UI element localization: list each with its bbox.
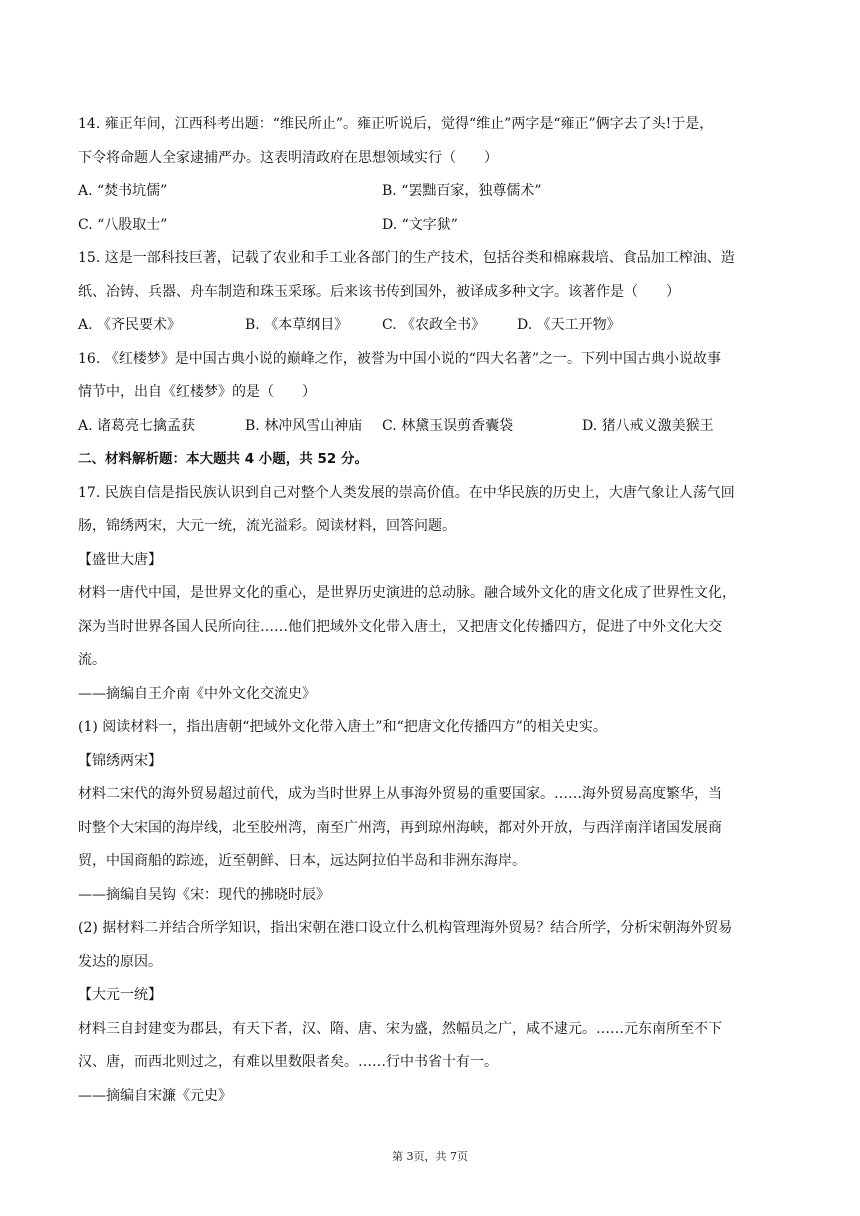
page-number-footer: 第 3页，共 7页	[392, 1150, 468, 1163]
question-16-option-b: B. 林冲风雪山神庙	[245, 417, 363, 434]
material-2-line-2: 时整个大宋国的海岸线，北至胶州湾，南至广州湾，再到琼州海峡，都对外开放，与西洋南洋诸国发展商	[78, 819, 722, 836]
section-heading: 二、材料解析题：本大题共 4 小题，共 52 分。	[78, 451, 368, 467]
question-15-option-b: B. 《本草纲目》	[245, 317, 349, 333]
question-16-option-d: D. 猪八戒义激美猴王	[582, 417, 714, 434]
part-2-heading: 【锦绣两宋】	[78, 752, 162, 769]
page-content	[78, 108, 782, 1113]
sub-question-2-line-2: 发达的原因。	[78, 953, 162, 970]
question-14-options-row-1	[78, 175, 782, 209]
question-17	[78, 477, 782, 1114]
material-3-line-1: 材料三自封建变为郡县，有天下者，汉、隋、唐、宋为盛，然幅员之广，咸不逮元。……元东南所至不下	[78, 1020, 722, 1037]
question-16-option-a: A. 诸葛亮七擒孟获	[78, 417, 196, 434]
question-16	[78, 343, 782, 444]
material-1-line-2: 深为当时世界各国人民所向往……他们把域外文化带入唐土，又把唐文化传播四方，促进了中外文化大交	[78, 618, 722, 635]
question-15-options	[78, 309, 782, 343]
question-14-option-b: B. “罢黜百家，独尊儒术”	[382, 183, 542, 199]
sub-question-2-line-1: (2) 据材料二并结合所学知识，指出宋朝在港口设立什么机构管理海外贸易？结合所学，分析宋朝海外贸易	[78, 920, 733, 936]
question-16-option-c: C. 林黛玉误剪香囊袋	[382, 417, 514, 434]
question-15-line-1: 15. 这是一部科技巨著，记载了农业和手工业各部门的生产技术，包括谷类和棉麻栽培、食品加工榨油、造	[78, 250, 735, 266]
question-15-option-d: D. 《天工开物》	[517, 317, 621, 333]
question-17-intro-line-2: 肠，锦绣两宋，大元一统，流光溢彩。阅读材料，回答问题。	[78, 518, 456, 534]
part-1-heading: 【盛世大唐】	[78, 551, 162, 568]
question-14-line-2: 下令将命题人全家逮捕严办。这表明清政府在思想领域实行（ ）	[78, 149, 498, 166]
question-16-options	[78, 410, 782, 444]
part-3-heading: 【大元一统】	[78, 987, 162, 1003]
question-14-options-row-2	[78, 209, 782, 243]
question-16-line-1: 16. 《红楼梦》是中国古典小说的巅峰之作，被誉为中国小说的“四大名著”之一。下列中国古典小说故事	[78, 350, 722, 367]
material-3-line-2: 汉、唐，而西北则过之，有难以里数限者矣。……行中书省十有一。	[78, 1054, 498, 1070]
material-1-line-3: 流。	[78, 652, 106, 668]
question-15-option-c: C. 《农政全书》	[382, 317, 486, 333]
question-14-option-a: A. “焚书坑儒”	[78, 183, 168, 199]
material-1-source: ——摘编自王介南《中外文化交流史》	[78, 685, 316, 702]
question-17-intro-line-1: 17. 民族自信是指民族认识到自己对整个人类发展的崇高价值。在中华民族的历史上，大唐气象让人荡气回	[78, 484, 735, 501]
question-16-line-2: 情节中，出自《红楼梦》的是（ ）	[78, 384, 316, 400]
question-14	[78, 108, 782, 242]
sub-question-1: (1) 阅读材料一，指出唐朝“把域外文化带入唐土”和“把唐文化传播四方”的相关史实。	[78, 719, 607, 735]
material-2-line-1: 材料二宋代的海外贸易超过前代，成为当时世界上从事海外贸易的重要国家。……海外贸易高度繁华，当	[78, 786, 722, 802]
material-2-line-3: 贸，中国商船的踪迹，近至朝鲜、日本，远达阿拉伯半岛和非洲东海岸。	[78, 853, 526, 869]
question-15-line-2: 纸、冶铸、兵器、舟车制造和珠玉采琢。后来该书传到国外，被译成多种文字。该著作是（ ）	[78, 283, 680, 300]
question-14-line-1: 14. 雍正年间，江西科考出题：“维民所止”。雍正听说后，觉得“维止”两字是“雍正”俩字去了头!于是，	[78, 116, 714, 132]
material-3-source: ——摘编自宋濂《元史》	[78, 1087, 232, 1104]
question-15-option-a: A. 《齐民要术》	[78, 317, 182, 333]
question-15	[78, 242, 782, 343]
question-14-option-c: C. “八股取士”	[78, 216, 168, 233]
question-14-option-d: D. “文字狱”	[382, 216, 458, 233]
material-1-line-1: 材料一唐代中国，是世界文化的重心，是世界历史演进的总动脉。融合域外文化的唐文化成了世界性文化，	[78, 585, 736, 601]
material-2-source: ——摘编自吴钩《宋：现代的拂晓时辰》	[78, 886, 330, 903]
